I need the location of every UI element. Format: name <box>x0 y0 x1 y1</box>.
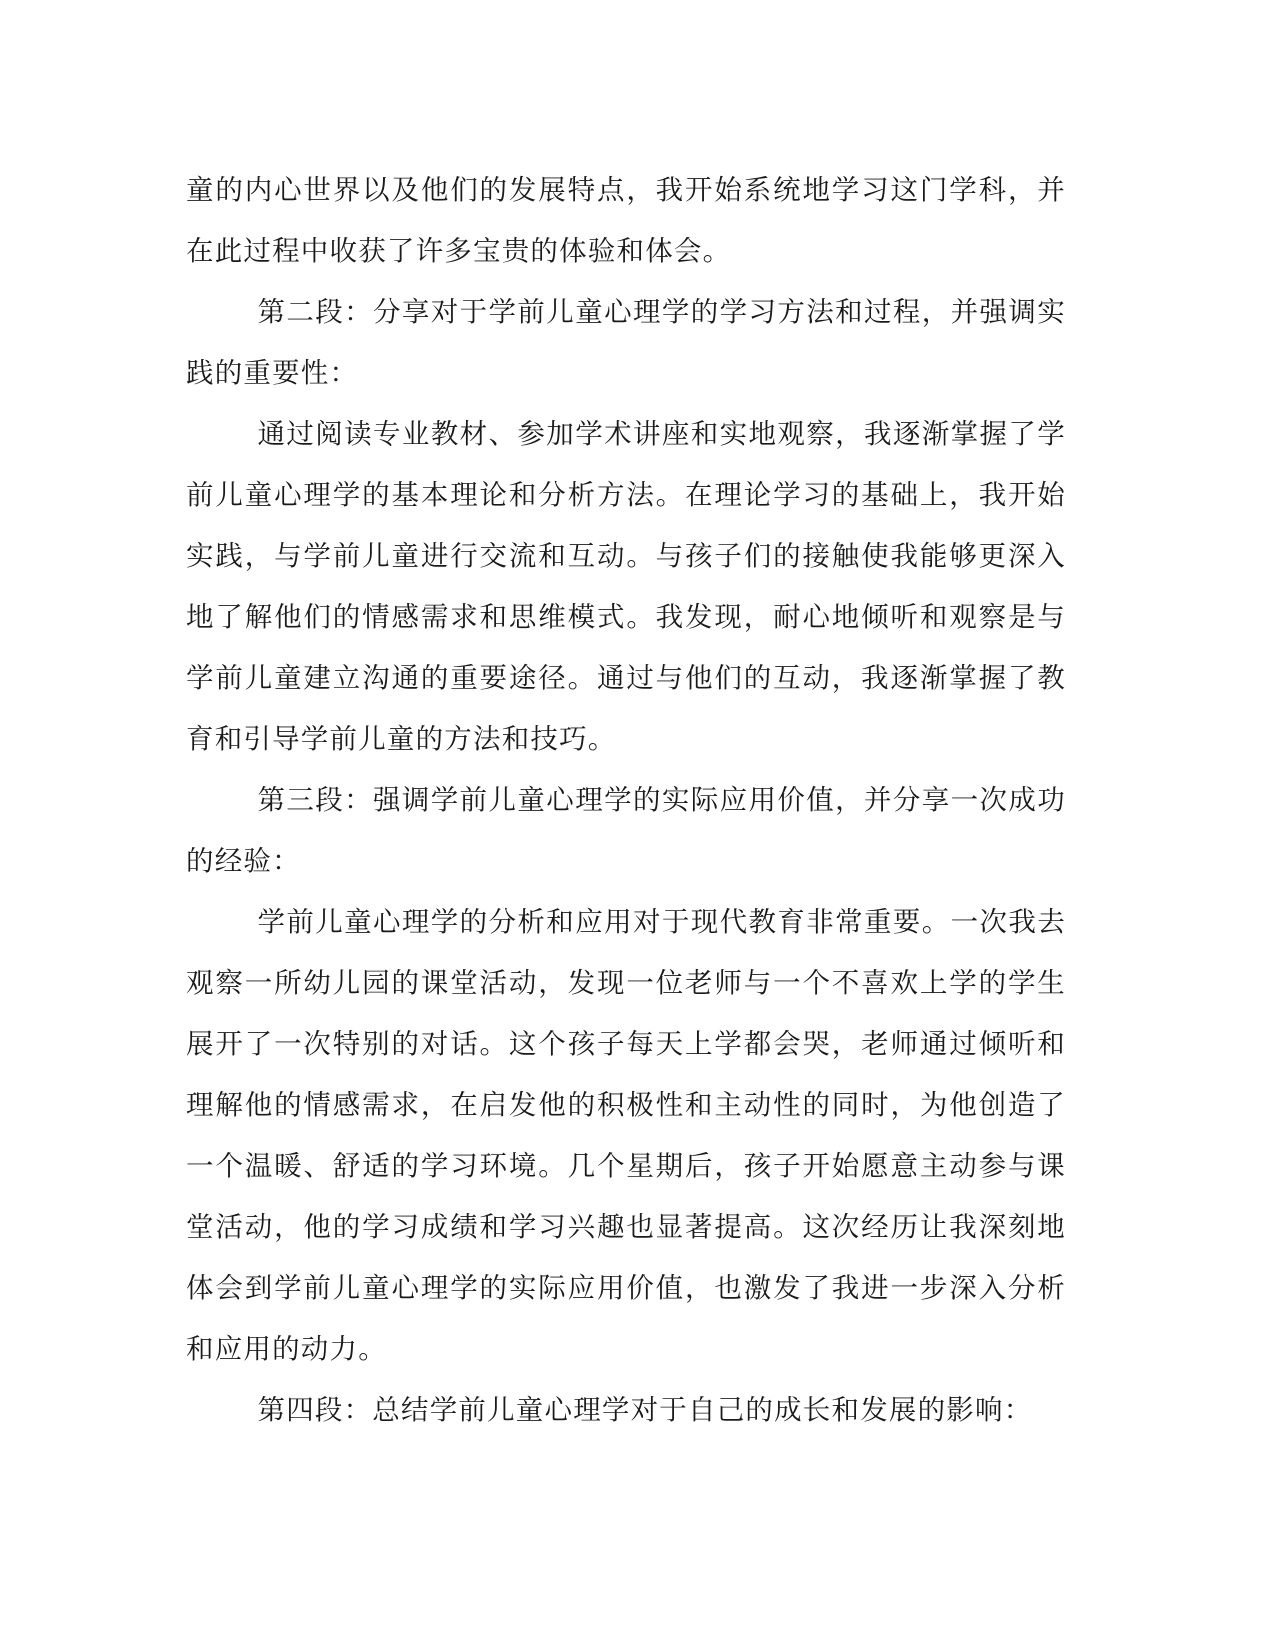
section-heading-4: 第四段：总结学前儿童心理学对于自己的成长和发展的影响： <box>257 1394 1033 1426</box>
section-heading-2: 第二段：分享对于学前儿童心理学的学习方法和过程，并强调实践的重要性： <box>186 296 1066 389</box>
paragraph-continuation: 童的内心世界以及他们的发展特点，我开始系统地学习这门学科，并在此过程中收获了许多宝贵的体验和体会。 <box>186 174 1066 267</box>
paragraph-learning-methods: 通过阅读专业教材、参加学术讲座和实地观察，我逐渐掌握了学前儿童心理学的基本理论和分析方法。在理论学习的基础上，我开始实践，与学前儿童进行交流和互动。与孩子们的接触使我能够更深入地了解他们的情感需求和思维模式。我发现，耐心地倾听和观察是与学前儿童建立沟通的重要途径。通过与他们的互动，我逐渐掌握了教育和引导学前儿童的方法和技巧。 <box>186 418 1066 755</box>
document-body <box>186 160 1066 1441</box>
paragraph-application-example: 学前儿童心理学的分析和应用对于现代教育非常重要。一次我去观察一所幼儿园的课堂活动，发现一位老师与一个不喜欢上学的学生展开了一次特别的对话。这个孩子每天上学都会哭，老师通过倾听和理解他的情感需求，在启发他的积极性和主动性的同时，为他创造了一个温暖、舒适的学习环境。几个星期后，孩子开始愿意主动参与课堂活动，他的学习成绩和学习兴趣也显著提高。这次经历让我深刻地体会到学前儿童心理学的实际应用价值，也激发了我进一步深入分析和应用的动力。 <box>186 906 1066 1365</box>
section-heading-3: 第三段：强调学前儿童心理学的实际应用价值，并分享一次成功的经验： <box>186 784 1066 877</box>
